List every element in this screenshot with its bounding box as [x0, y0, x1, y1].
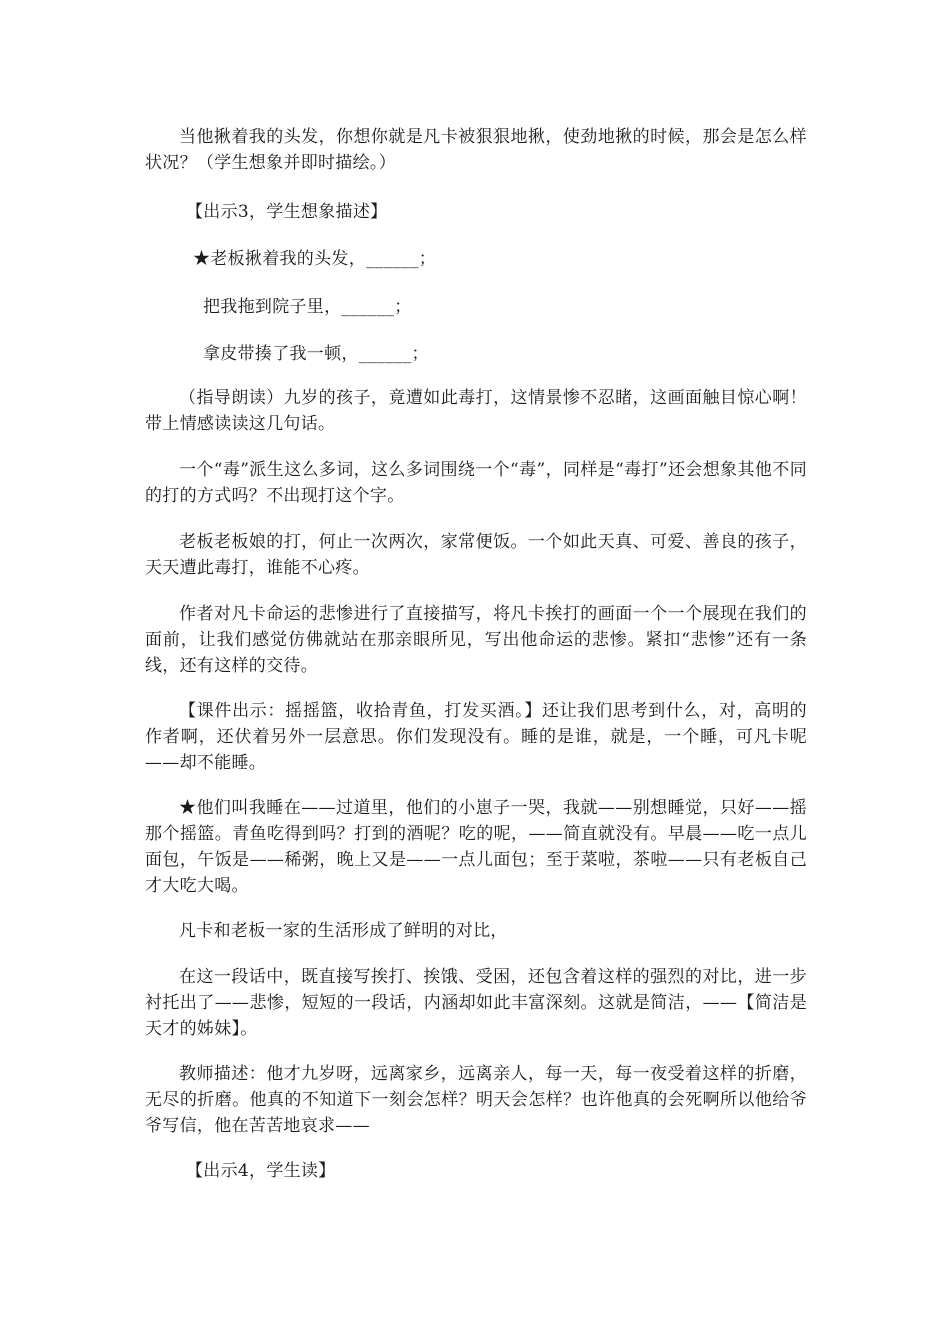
paragraph-14: 教师描述：他才九岁呀，远离家乡，远离亲人，每一天，每一夜受着这样的折磨，无尽的折磨。他真的不知道下一刻会怎样？明天会怎样？也许他真的会死啊所以他给爷爷写信，他在苦苦地哀求——	[145, 1064, 807, 1136]
paragraph-11: ★他们叫我睡在——过道里，他们的小崽子一哭，我就——别想睡觉，只好——摇那个摇篮。青鱼吃得到吗？打到的酒呢？吃的呢，——简直就没有。早晨——吃一点儿面包，午饭是——稀粥，晚上又是——一点儿面包；至于菜啦，茶啦——只有老板自己才大吃大喝。	[145, 798, 807, 896]
paragraph-1: 当他揪着我的头发，你想你就是凡卡被狠狠地揪，使劲地揪的时候，那会是怎么样状况？（学生想象并即时描绘。）	[145, 127, 807, 173]
paragraph-10: 【课件出示：摇摇篮，收拾青鱼，打发买酒。】还让我们思考到什么，对，高明的作者啊，还伏着另外一层意思。你们发现没有。睡的是谁，就是，一个睡，可凡卡呢——却不能睡。	[145, 701, 807, 773]
paragraph-4-blank-line: 把我拖到院子里，______；	[203, 297, 412, 317]
paragraph-7: 一个“毒”派生这么多词，这么多词围绕一个“毒”，同样是“毒打”还会想象其他不同的打的方式吗？不出现打这个字。	[145, 460, 807, 506]
paragraph-12: 凡卡和老板一家的生活形成了鲜明的对比，	[179, 921, 508, 941]
paragraph-8: 老板老板娘的打，何止一次两次，家常便饭。一个如此天真、可爱、善良的孩子，天天遭此毒打，谁能不心疼。	[145, 532, 807, 578]
paragraph-6: （指导朗读）九岁的孩子，竟遭如此毒打，这情景惨不忍睹，这画面触目惊心啊！带上情感读读这几句话。	[145, 388, 807, 434]
paragraph-3-blank-line: ★老板揪着我的头发，______；	[193, 249, 437, 269]
paragraph-13: 在这一段话中，既直接写挨打、挨饿、受困，还包含着这样的强烈的对比，进一步衬托出了——悲惨，短短的一段话，内涵却如此丰富深刻。这就是简洁，——【简洁是天才的姊妹】。	[145, 967, 807, 1039]
paragraph-15-heading: 【出示4，学生读】	[186, 1161, 336, 1181]
paragraph-9: 作者对凡卡命运的悲惨进行了直接描写，将凡卡挨打的画面一个一个展现在我们的面前，让我们感觉仿佛就站在那亲眼所见，写出他命运的悲惨。紧扣“悲惨”还有一条线，还有这样的交待。	[145, 604, 807, 676]
paragraph-2-heading: 【出示3，学生想象描述】	[186, 202, 388, 222]
paragraph-5-blank-line: 拿皮带揍了我一顿，______；	[203, 344, 429, 364]
